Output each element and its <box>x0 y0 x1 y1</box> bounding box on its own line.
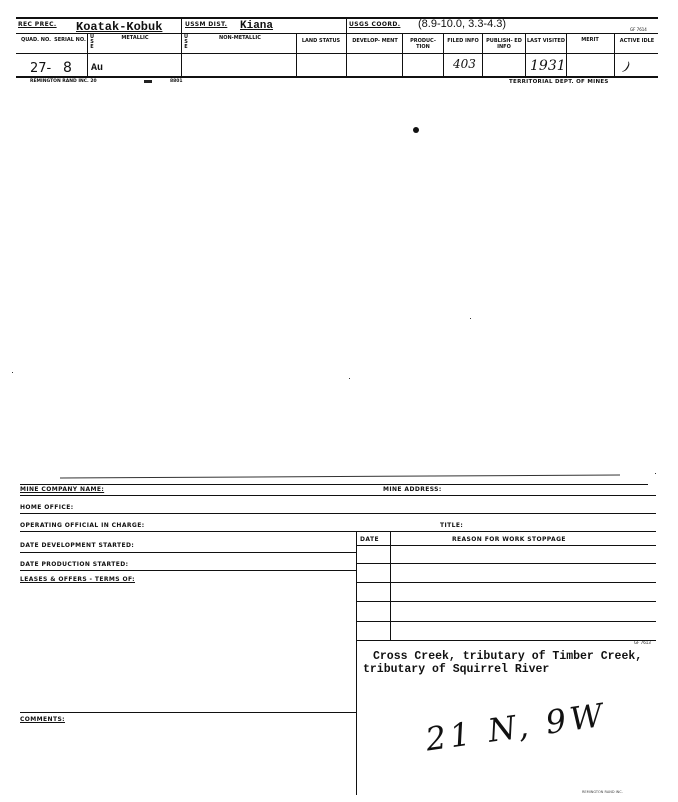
mine-company-name-label: MINE COMPANY NAME: <box>20 486 105 493</box>
col-divider <box>181 17 182 76</box>
col-divider <box>482 33 483 76</box>
leases-label: LEASES & OFFERS - TERMS OF: <box>20 576 135 583</box>
printer-mark <box>144 80 152 83</box>
typed-line-1: Cross Creek, tributary of Timber Creek, <box>373 650 643 663</box>
header-divider-2 <box>16 53 658 54</box>
header-active-idle: ACTIVE IDLE <box>619 38 655 44</box>
col-divider <box>566 33 567 76</box>
row-filed-info: 403 <box>453 57 476 71</box>
header-nonmetallic-use: U S E <box>183 34 189 50</box>
col-divider <box>525 33 526 76</box>
header-merit: MERIT <box>581 37 599 43</box>
top-border <box>16 17 658 19</box>
table-rule <box>356 601 656 602</box>
row-serial-no: 8 <box>63 60 72 76</box>
col-divider <box>346 17 347 76</box>
row-last-visited: 1931 <box>530 58 566 74</box>
speck <box>655 473 656 474</box>
rec-prec-value: Koatak-Kobuk <box>76 20 163 34</box>
table-rule <box>356 582 656 583</box>
title-label: TITLE: <box>440 522 464 529</box>
ussm-dist-label: USSM DIST. <box>185 21 228 28</box>
printer-code: 8801 <box>170 79 183 84</box>
center-divider <box>356 531 357 795</box>
header-development: DEVELOP- MENT <box>352 38 398 44</box>
footer-code: REMINGTON RAND INC. <box>582 790 623 794</box>
col-divider <box>296 33 297 76</box>
card-edge <box>60 475 620 479</box>
rule <box>20 712 356 713</box>
date-development-label: DATE DEVELOPMENT STARTED: <box>20 542 135 549</box>
rule <box>20 531 656 532</box>
handwritten-location: 21 N, 9W <box>423 695 610 759</box>
comments-label: COMMENTS: <box>20 716 65 723</box>
col-divider <box>443 33 444 76</box>
table-rule <box>356 621 656 622</box>
header-land-status: LAND STATUS <box>301 38 341 44</box>
speck <box>349 378 350 379</box>
home-office-label: HOME OFFICE: <box>20 504 74 511</box>
bottom-border <box>16 76 658 78</box>
department-line: TERRITORIAL DEPT. OF MINES <box>509 79 609 85</box>
col-divider <box>87 33 88 76</box>
typed-line-2: tributary of Squirrel River <box>363 663 550 676</box>
rule <box>20 570 356 571</box>
col-divider <box>614 33 615 76</box>
row-metallic: Au <box>91 63 104 74</box>
date-production-label: DATE PRODUCTION STARTED: <box>20 561 129 568</box>
header-published-info: PUBLISH- ED INFO <box>486 38 522 50</box>
table-rule <box>356 563 656 564</box>
date-col-divider <box>390 531 391 641</box>
row-quad-no: 27- <box>30 61 52 76</box>
row-active-idle-mark: ) <box>621 59 632 76</box>
col-divider <box>402 33 403 76</box>
date-col-header: DATE <box>360 536 379 543</box>
bottom-card-top <box>20 484 648 485</box>
header-quad-no: QUAD. NO. <box>20 37 52 43</box>
table-rule <box>356 545 656 546</box>
header-metallic: METALLIC <box>121 35 149 41</box>
form-code-bottom: GF 7613 <box>634 640 651 645</box>
form-code-top: GF 7614 <box>630 27 647 32</box>
header-metallic-use: U S E <box>89 34 95 50</box>
printer-line: REMINGTON RAND INC. 20 <box>30 79 97 84</box>
header-last-visited: LAST VISITED <box>527 38 565 44</box>
ink-dot <box>413 127 419 133</box>
operating-official-label: OPERATING OFFICIAL IN CHARGE: <box>20 522 145 529</box>
speck <box>470 318 471 319</box>
rule <box>20 495 656 496</box>
ussm-dist-value: Kiana <box>240 20 274 32</box>
usgs-coord-label: USGS COORD. <box>349 21 401 28</box>
header-production: PRODUC- TION <box>410 38 436 50</box>
reason-col-header: REASON FOR WORK STOPPAGE <box>452 536 566 543</box>
speck <box>12 372 13 373</box>
mine-address-label: MINE ADDRESS: <box>383 486 442 493</box>
table-rule <box>356 640 656 641</box>
header-nonmetallic: NON-METALLIC <box>219 35 261 41</box>
rec-prec-label: REC PREC. <box>18 21 57 28</box>
rule <box>20 552 356 553</box>
usgs-coord-value: (8.9-10.0, 3.3-4.3) <box>418 18 507 30</box>
header-filed-info: FILED INFO <box>447 38 479 44</box>
header-serial-no: SERIAL NO. <box>54 37 86 43</box>
rule <box>20 513 656 514</box>
